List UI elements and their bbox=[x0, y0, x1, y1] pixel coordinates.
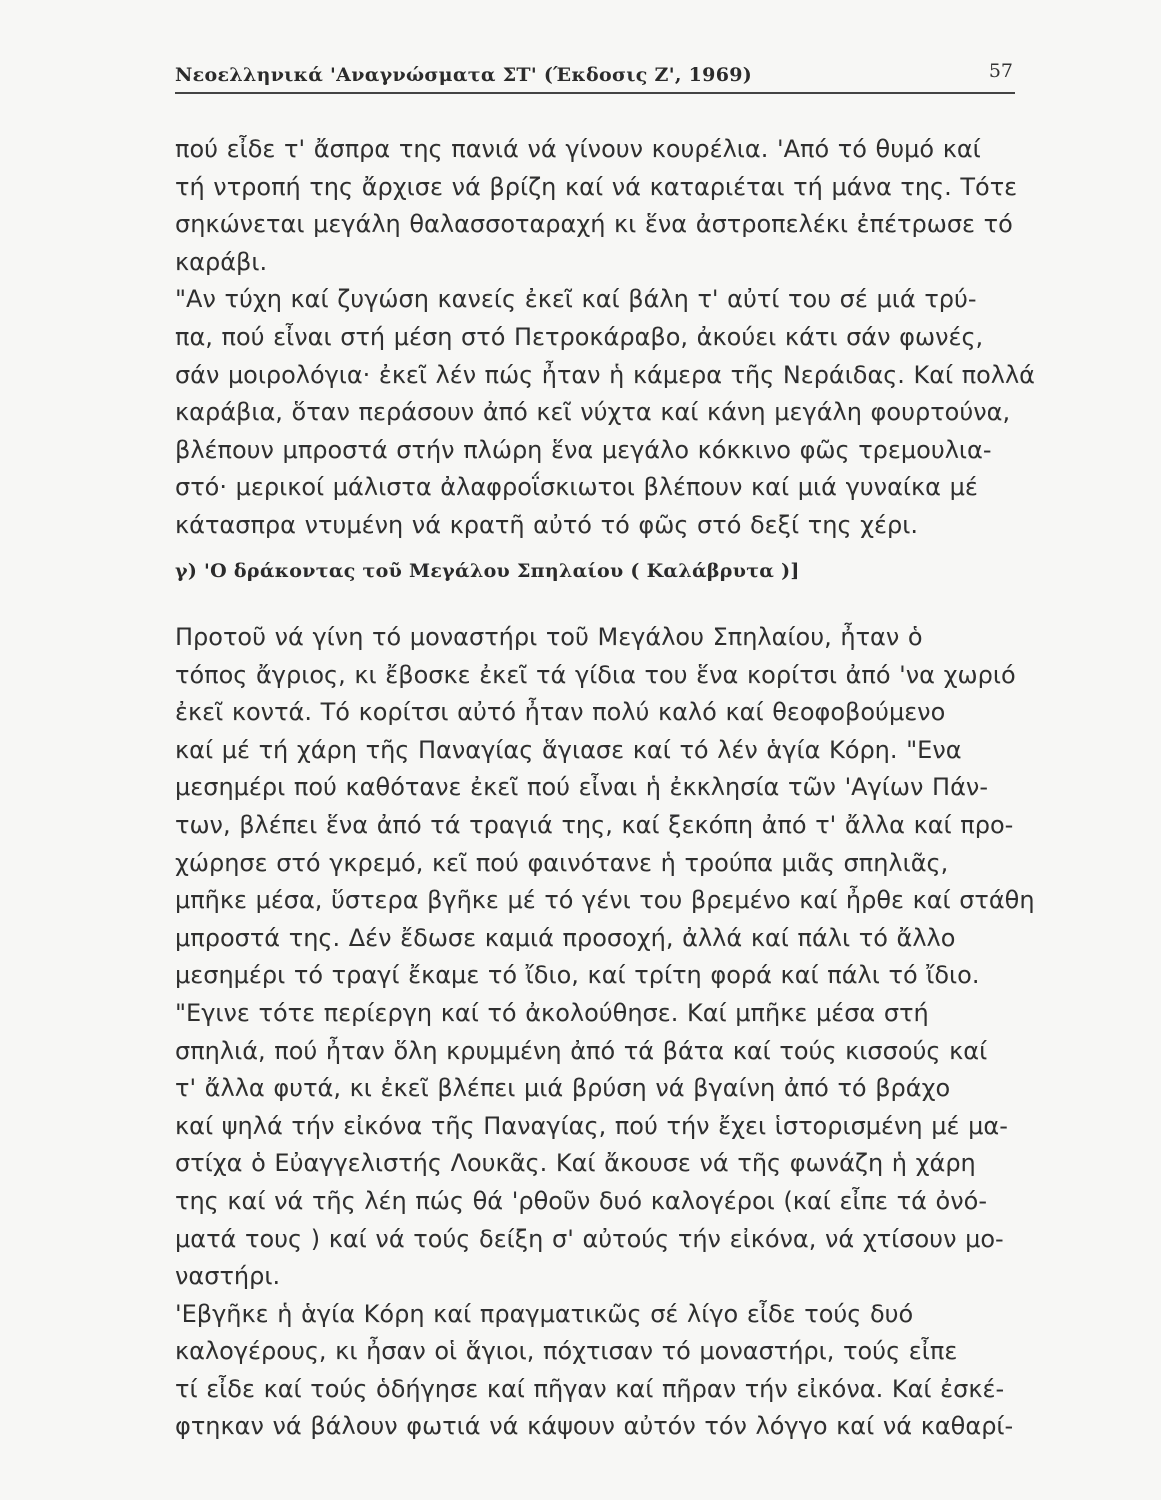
text-line: ἐκεῖ κοντά. Τό κορίτσι αὐτό ἦταν πολύ καλό καί θεοφοβούμενο bbox=[175, 698, 946, 727]
text-line: ματά τους ) καί νά τούς δείξη σ' αὐτούς τήν εἰκόνα, νά χτίσουν μο- bbox=[175, 1224, 1004, 1253]
text-line: χώρησε στό γκρεμό, κεῖ πού φαινότανε ἡ τρούπα μιᾶς σπηλιᾶς, bbox=[175, 848, 949, 877]
text-line: καλογέρους, κι ἦσαν οἱ ἅγιοι, πόχτισαν τό μοναστήρι, τούς εἶπε bbox=[175, 1337, 958, 1366]
text-line: των, βλέπει ἕνα ἀπό τά τραγιά της, καί ξεκόπη ἀπό τ' ἄλλα καί προ- bbox=[175, 810, 1014, 839]
text-line: φτηκαν νά βάλουν φωτιά νά κάψουν αὐτόν τόν λόγγο καί νά καθαρί- bbox=[175, 1412, 1014, 1441]
text-line: μπῆκε μέσα, ὕστερα βγῆκε μέ τό γένι του βρεμένο καί ἦρθε καί στάθη bbox=[175, 886, 1035, 915]
header-rule bbox=[175, 92, 1015, 94]
text-line: μεσημέρι πού καθότανε ἐκεῖ πού εἶναι ἡ ἐκκλησία τῶν 'Αγίων Πάν- bbox=[175, 773, 988, 802]
text-line: μεσημέρι τό τραγί ἔκαμε τό ἴδιο, καί τρίτη φορά καί πάλι τό ἴδιο. bbox=[175, 961, 980, 990]
text-line: βλέπουν μπροστά στήν πλώρη ἕνα μεγάλο κόκκινο φῶς τρεμουλια- bbox=[175, 435, 992, 464]
story-paragraph-2 bbox=[175, 619, 1035, 1446]
text-line: μπροστά της. Δέν ἔδωσε καμιά προσοχή, ἀλλά καί πάλι τό ἄλλο bbox=[175, 923, 956, 952]
text-line: Προτοῦ νά γίνη τό μοναστήρι τοῦ Μεγάλου Σπηλαίου, ἦταν ὁ bbox=[175, 623, 923, 651]
text-line: καράβια, ὅταν περάσουν ἀπό κεῖ νύχτα καί κάνη μεγάλη φουρτούνα, bbox=[175, 398, 1011, 427]
text-line: τ' ἄλλα φυτά, κι ἐκεῖ βλέπει μιά βρύση νά βγαίνη ἀπό τό βράχο bbox=[175, 1074, 951, 1103]
text-line: ναστήρι. bbox=[175, 1262, 281, 1291]
section-heading: γ) 'Ο δράκοντας τοῦ Μεγάλου Σπηλαίου ( Καλάβρυτα )] bbox=[175, 560, 800, 582]
text-line: καί μέ τή χάρη τῆς Παναγίας ἅγιασε καί τό λέν ἁγία Κόρη. "Ενα bbox=[175, 735, 962, 764]
text-line: πού εἶδε τ' ἄσπρα της πανιά νά γίνουν κουρέλια. 'Από τό θυμό καί bbox=[175, 135, 981, 163]
story-paragraph-1 bbox=[175, 131, 1035, 545]
text-line: καράβι. bbox=[175, 247, 268, 276]
text-line: κάτασπρα ντυμένη νά κρατῆ αὐτό τό φῶς στό δεξί της χέρι. bbox=[175, 510, 918, 539]
running-header bbox=[175, 60, 1015, 94]
text-line: τόπος ἄγριος, κι ἔβοσκε ἐκεῖ τά γίδια του ἕνα κορίτσι ἀπό 'να χωριό bbox=[175, 660, 1016, 689]
text-line: σπηλιά, πού ἦταν ὅλη κρυμμένη ἀπό τά βάτα καί τούς κισσούς καί bbox=[175, 1036, 988, 1065]
text-line: "Εγινε τότε περίεργη καί τό ἀκολούθησε. Καί μπῆκε μέσα στή bbox=[175, 998, 929, 1027]
text-line: τή ντροπή της ἄρχισε νά βρίζη καί νά καταριέται τή μάνα της. Τότε bbox=[175, 172, 1018, 201]
header-title: Νεοελληνικά 'Αναγνώσματα ΣΤ' (Έκδοσις Ζ', 1969) bbox=[175, 64, 753, 86]
text-line: της καί νά τῆς λέη πώς θά 'ρθοῦν δυό καλογέροι (καί εἶπε τά ὀνό- bbox=[175, 1186, 987, 1215]
page-number: 57 bbox=[988, 60, 1013, 82]
text-line: σάν μοιρολόγια· ἐκεῖ λέν πώς ἦταν ἡ κάμερα τῆς Νεράιδας. Καί πολλά bbox=[175, 360, 1035, 389]
text-line: στίχα ὁ Εὐαγγελιστής Λουκᾶς. Καί ἄκουσε νά τῆς φωνάζη ἡ χάρη bbox=[175, 1149, 976, 1178]
text-line: καί ψηλά τήν εἰκόνα τῆς Παναγίας, πού τήν ἔχει ἱστορισμένη μέ μα- bbox=[175, 1111, 1008, 1140]
text-line: σηκώνεται μεγάλη θαλασσοταραχή κι ἕνα ἀστροπελέκι ἐπέτρωσε τό bbox=[175, 210, 1013, 239]
text-line: 'Εβγῆκε ἡ ἁγία Κόρη καί πραγματικῶς σέ λίγο εἶδε τούς δυό bbox=[175, 1299, 914, 1328]
text-line: "Αν τύχη καί ζυγώση κανείς ἐκεῖ καί βάλη τ' αὐτί του σέ μιά τρύ- bbox=[175, 285, 977, 314]
text-line: πα, πού εἶναι στή μέση στό Πετροκάραβο, ἀκούει κάτι σάν φωνές, bbox=[175, 322, 984, 351]
text-line: τί εἶδε καί τούς ὁδήγησε καί πῆγαν καί πῆραν τήν εἰκόνα. Καί ἐσκέ- bbox=[175, 1374, 1005, 1403]
text-line: στό· μερικοί μάλιστα ἀλαφροΐσκιωτοι βλέπουν καί μιά γυναίκα μέ bbox=[175, 473, 978, 502]
